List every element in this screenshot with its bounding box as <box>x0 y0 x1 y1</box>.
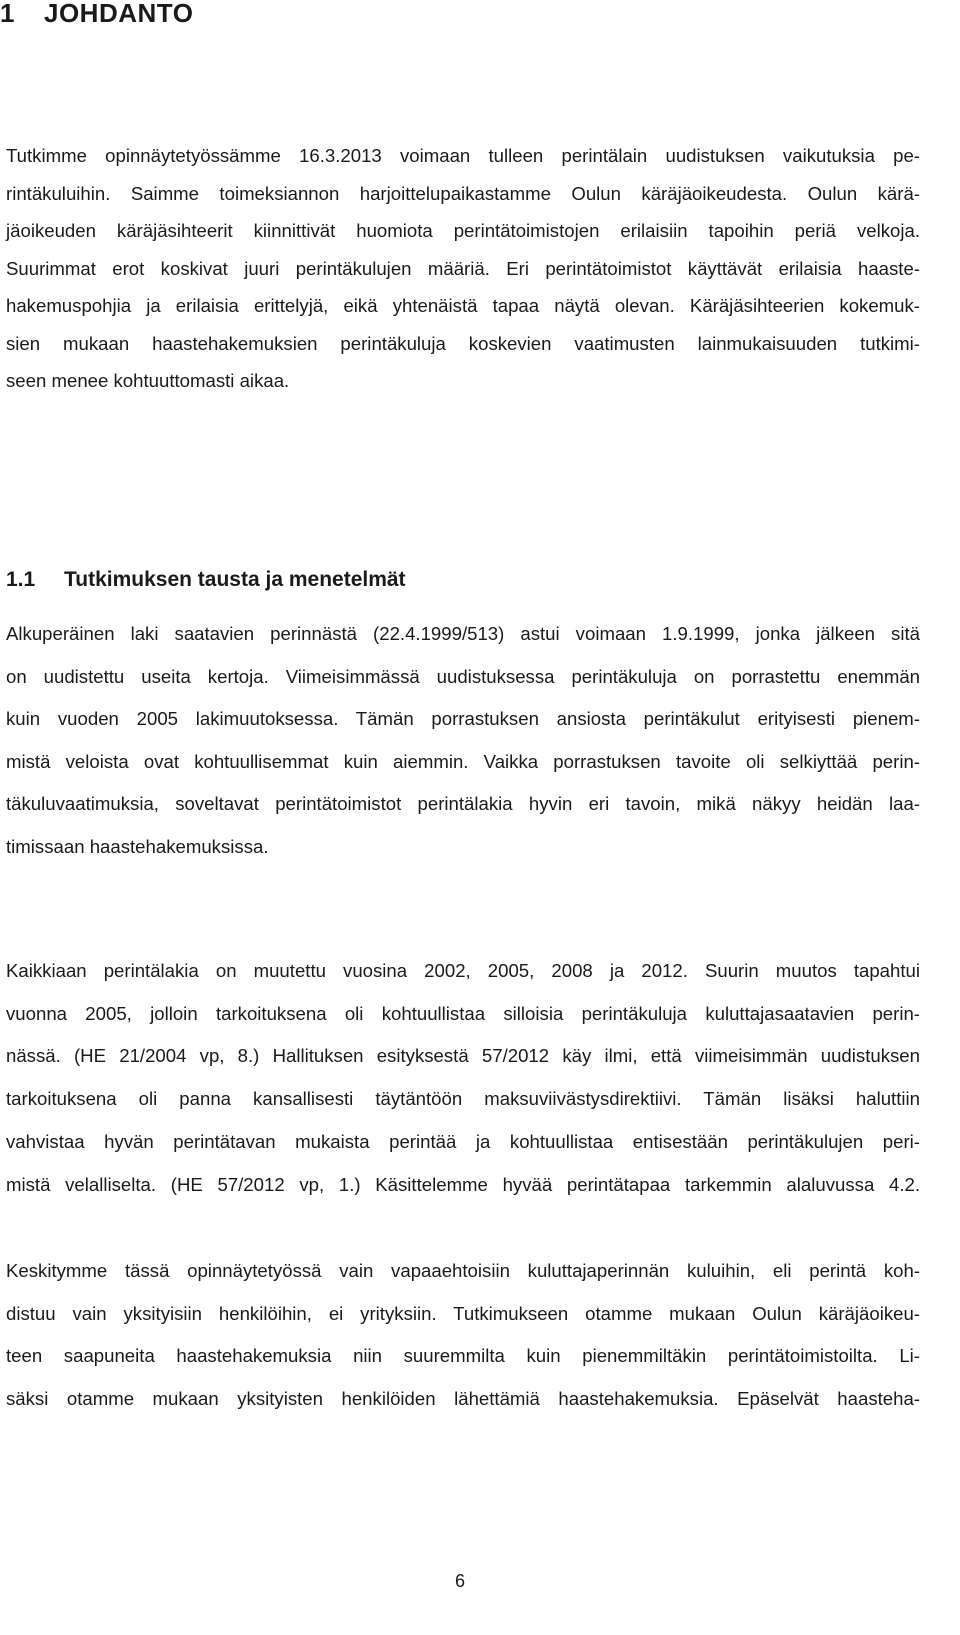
paragraph-line: tarkoituksena oli panna kansallisesti täytäntöön maksuviivästysdirektiivi. Tämän lisäksi haluttiin <box>6 1088 920 1110</box>
paragraph-intro <box>6 137 920 400</box>
paragraph-line: kuin vuoden 2005 lakimuutoksessa. Tämän porrastuksen ansiosta perintäkulut erityisesti pienem- <box>6 708 920 729</box>
chapter-title: JOHDANTO <box>44 0 194 28</box>
paragraph-line: Kaikkiaan perintälakia on muutettu vuosina 2002, 2005, 2008 ja 2012. Suurin muutos tapahtui <box>6 960 920 981</box>
paragraph-line: timissaan haastehakemuksissa. <box>6 835 269 857</box>
chapter-number: 1 <box>0 0 15 28</box>
paragraph-line: Alkuperäinen laki saatavien perinnästä (22.4.1999/513) astui voimaan 1.9.1999, jonka jälkeen sitä <box>6 623 920 644</box>
paragraph-line: säksi otamme mukaan yksityisten henkilöiden lähettämiä haastehakemuksia. Epäselvät haasteha- <box>6 1387 920 1409</box>
paragraph-line: hakemuspohjia ja erilaisia erittelyjä, eikä yhtenäistä tapaa näytä olevan. Käräjäsihteerien kokemuk- <box>6 295 920 316</box>
paragraph-background <box>6 613 920 868</box>
paragraph-line: nässä. (HE 21/2004 vp, 8.) Hallituksen esityksestä 57/2012 käy ilmi, että viimeisimmän uudistuksen <box>6 1045 920 1067</box>
paragraph-line: sien mukaan haastehakemuksien perintäkuluja koskevien vaatimusten lainmukaisuuden tutkimi- <box>6 332 920 354</box>
paragraph-line: vuonna 2005, jolloin tarkoituksena oli kohtuullistaa silloisia perintäkuluja kuluttajasaatavien perin- <box>6 1002 920 1024</box>
paragraph-line: Keskitymme tässä opinnäytetyössä vain vapaaehtoisiin kuluttajaperinnän kuluihin, eli perintä koh- <box>6 1260 920 1281</box>
paragraph-line: seen menee kohtuuttomasti aikaa. <box>6 370 290 391</box>
section-heading <box>6 568 406 592</box>
paragraph-line: Suurimmat erot koskivat juuri perintäkulujen määriä. Eri perintätoimistot käyttävät erilaisia haaste- <box>6 257 920 279</box>
paragraph-line: rintäkuluihin. Saimme toimeksiannon harjoittelupaikastamme Oulun käräjäoikeudesta. Oulun kärä- <box>6 182 920 204</box>
paragraph-line: Tutkimme opinnäytetyössämme 16.3.2013 voimaan tulleen perintälain uudistuksen vaikutuksia pe- <box>6 145 920 166</box>
paragraph-line: distuu vain yksityisiin henkilöihin, ei yrityksiin. Tutkimukseen otamme mukaan Oulun käräjäoikeu- <box>6 1302 920 1324</box>
page-number: 6 <box>454 1571 465 1591</box>
section-title: Tutkimuksen tausta ja menetelmät <box>64 568 406 591</box>
paragraph-line: mistä veloista ovat kohtuullisemmat kuin aiemmin. Vaikka porrastuksen tavoite oli selkiyttää perin- <box>6 750 920 772</box>
chapter-heading <box>0 0 193 29</box>
paragraph-scope <box>6 1250 920 1420</box>
paragraph-amendments <box>6 950 920 1206</box>
paragraph-line: täkuluvaatimuksia, soveltavat perintätoimistot perintälakia hyvin eri tavoin, mikä näkyy heidän laa- <box>6 793 920 814</box>
paragraph-line: teen saapuneita haastehakemuksia niin suuremmilta kuin pienemmiltäkin perintätoimistoilta. Li- <box>6 1345 920 1366</box>
paragraph-line: mistä velalliselta. (HE 57/2012 vp, 1.) Käsittelemme hyvää perintätapaa tarkemmin alaluvussa 4.2. <box>6 1173 920 1195</box>
paragraph-line: on uudistettu useita kertoja. Viimeisimmässä uudistuksessa perintäkuluja on porrastettu enemmän <box>6 665 920 687</box>
paragraph-line: vahvistaa hyvän perintätavan mukaista perintää ja kohtuullistaa entisestään perintäkulujen peri- <box>6 1130 920 1152</box>
paragraph-line: jäoikeuden käräjäsihteerit kiinnittivät huomiota perintätoimistojen erilaisiin tapoihin periä velkoja. <box>6 220 920 241</box>
section-number: 1.1 <box>6 568 36 591</box>
